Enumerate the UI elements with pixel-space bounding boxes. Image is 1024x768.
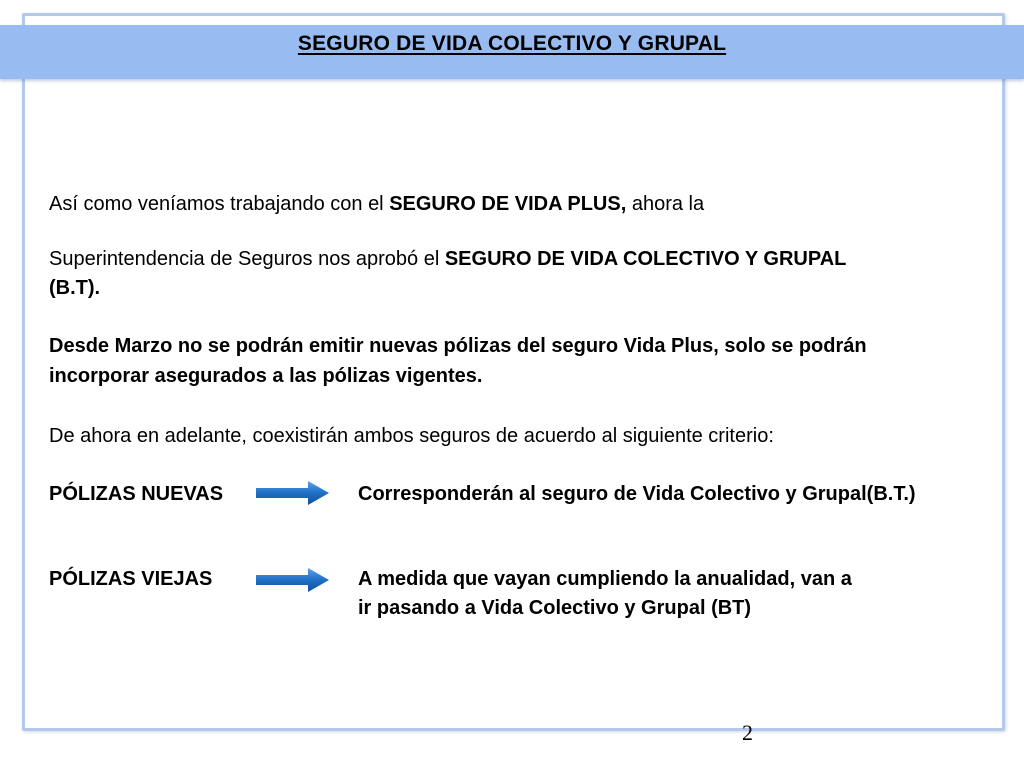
intro-product-plus: SEGURO DE VIDA PLUS, — [389, 193, 627, 215]
intro-line-1 — [49, 191, 704, 217]
intro-product-colectivo: SEGURO DE VIDA COLECTIVO Y GRUPAL — [444, 248, 847, 270]
criterion-label-viejas: PÓLIZAS VIEJAS — [49, 568, 213, 590]
intro-text: Así como veníamos trabajando con el — [49, 193, 390, 215]
intro-line-2 — [49, 246, 846, 272]
criterion-desc-viejas-2: ir pasando a Vida Colectivo y Grupal (BT) — [358, 597, 752, 619]
page-number: 2 — [742, 720, 753, 745]
intro-text-end: ahora la — [626, 193, 705, 215]
criterion-label-nuevas: PÓLIZAS NUEVAS — [49, 483, 224, 505]
arrow-right-icon — [256, 480, 330, 506]
notice-line-1: Desde Marzo no se podrán emitir nuevas pólizas del seguro Vida Plus, solo se podrán — [49, 335, 867, 357]
notice-line-2: incorporar asegurados a las pólizas vigentes. — [49, 365, 483, 387]
criteria-intro: De ahora en adelante, coexistirán ambos seguros de acuerdo al siguiente criterio: — [49, 425, 774, 447]
arrow-right-icon — [256, 567, 330, 593]
intro-line-3: (B.T). — [49, 277, 101, 299]
criterion-desc-viejas-1: A medida que vayan cumpliendo la anualidad, van a — [358, 568, 852, 590]
slide-title: SEGURO DE VIDA COLECTIVO Y GRUPAL — [297, 32, 727, 55]
criterion-desc-nuevas: Corresponderán al seguro de Vida Colectivo y Grupal(B.T.) — [358, 483, 916, 505]
intro-text-2: Superintendencia de Seguros nos aprobó el — [49, 248, 445, 270]
